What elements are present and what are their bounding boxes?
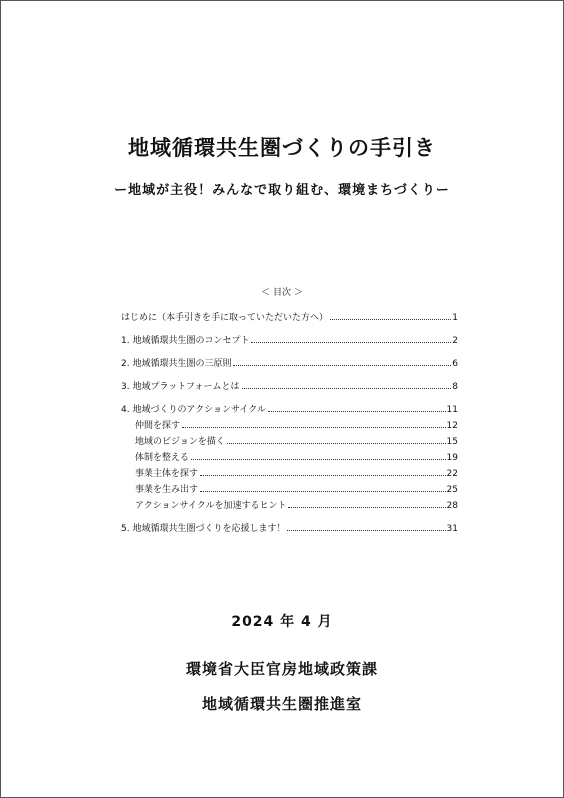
publication-date: 2024 年 4 月 [231, 614, 333, 630]
toc-entry-label: 体制を整える [135, 453, 190, 463]
toc-leader-dots [227, 442, 446, 444]
toc-heading: ＜ 目次 ＞ [261, 288, 303, 298]
toc-entry-3[interactable] [121, 376, 458, 392]
document-subtitle: ー地域が主役！みんなで取り組む、環境まちづくりー [114, 183, 450, 198]
toc-entry-page: 11 [446, 405, 458, 415]
toc-leader-dots [330, 318, 451, 320]
toc-entry-page: 22 [446, 469, 458, 479]
toc-leader-dots [200, 490, 446, 492]
toc-entry-label: アクションサイクルを加速するヒント [135, 501, 287, 511]
toc-entry-label: 仲間を探す [135, 421, 181, 431]
toc-leader-dots [200, 474, 446, 476]
toc-entry-page: 15 [446, 437, 458, 447]
toc-entry-page: 2 [452, 336, 458, 346]
toc-entry-page: 19 [446, 453, 458, 463]
toc-leader-dots [288, 506, 445, 508]
toc-subentry-vision[interactable] [121, 431, 458, 447]
toc-entry-label: はじめに（本手引きを手に取っていただいた方へ） [121, 313, 329, 323]
toc-entry-5[interactable] [121, 518, 458, 534]
toc-entry-page: 8 [452, 382, 458, 392]
toc-entry-intro[interactable] [121, 307, 458, 323]
toc-entry-page: 25 [446, 485, 458, 495]
toc-entry-label: 3. 地域プラットフォームとは [121, 382, 240, 392]
toc-leader-dots [268, 410, 446, 412]
organization-office: 地域循環共生圏推進室 [201, 695, 362, 713]
toc-leader-dots [251, 341, 451, 343]
toc-subentry-find-partners[interactable] [121, 415, 458, 431]
toc-entry-label: 5. 地域循環共生圏づくりを応援します！ [121, 524, 286, 534]
toc-leader-dots [191, 458, 446, 460]
table-of-contents [121, 307, 458, 541]
toc-entry-label: 事業を生み出す [135, 485, 199, 495]
toc-entry-1[interactable] [121, 330, 458, 346]
toc-entry-page: 1 [452, 313, 458, 323]
toc-subentry-structure[interactable] [121, 447, 458, 463]
toc-leader-dots [242, 387, 452, 389]
toc-leader-dots [182, 426, 446, 428]
toc-entry-label: 事業主体を探す [135, 469, 199, 479]
toc-entry-label: 2. 地域循環共生圏の三原則 [121, 359, 232, 369]
document-title: 地域循環共生圏づくりの手引き [128, 136, 436, 160]
toc-subentry-hints[interactable] [121, 495, 458, 511]
toc-entry-page: 31 [446, 524, 458, 534]
toc-entry-label: 4. 地域づくりのアクションサイクル [121, 405, 266, 415]
toc-subentry-create-business[interactable] [121, 479, 458, 495]
toc-subentry-operator[interactable] [121, 463, 458, 479]
organization-name: 環境省大臣官房地域政策課 [185, 660, 378, 678]
toc-leader-dots [233, 364, 451, 366]
toc-entry-4[interactable] [121, 399, 458, 415]
toc-entry-page: 12 [446, 421, 458, 431]
toc-entry-label: 1. 地域循環共生圏のコンセプト [121, 336, 250, 346]
toc-entry-label: 地域のビジョンを描く [135, 437, 225, 447]
toc-entry-page: 6 [452, 359, 458, 369]
toc-leader-dots [287, 529, 445, 531]
toc-entry-page: 28 [446, 501, 458, 511]
toc-entry-2[interactable] [121, 353, 458, 369]
